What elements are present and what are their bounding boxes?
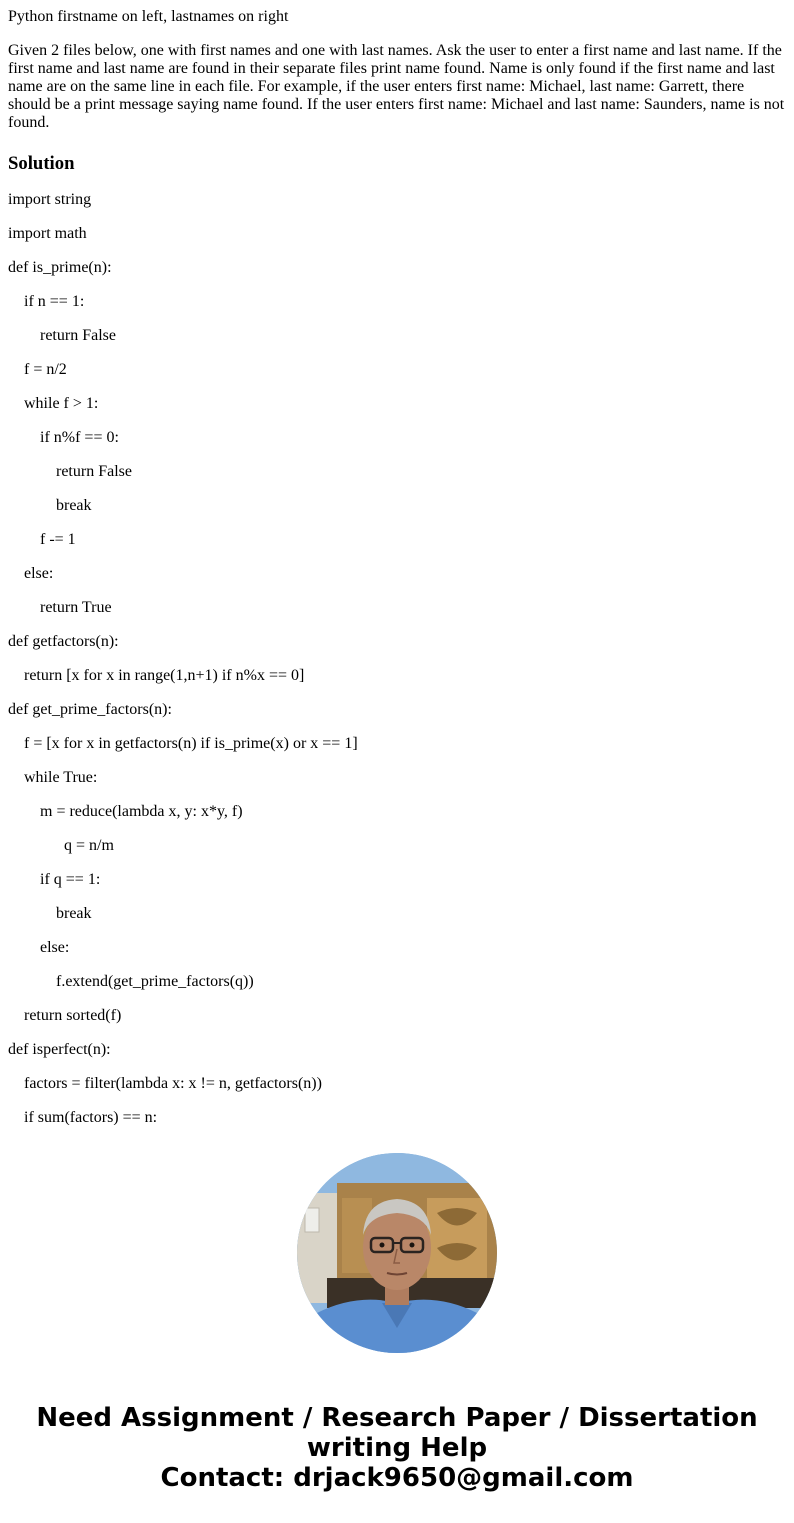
solution-code <box>8 191 786 1125</box>
code-line: break <box>8 905 92 922</box>
promo-line-1: Need Assignment / Research Paper / Dissertation <box>36 1403 758 1433</box>
promo-contact-email: Contact: drjack9650@gmail.com <box>160 1463 634 1493</box>
code-line: def getfactors(n): <box>8 633 119 650</box>
code-line: f = n/2 <box>8 361 67 378</box>
code-line: m = reduce(lambda x, y: x*y, f) <box>8 803 243 820</box>
article-content <box>8 8 786 1125</box>
code-line: return True <box>8 599 112 616</box>
question-title: Python firstname on left, lastnames on right <box>8 8 289 25</box>
code-line: if n == 1: <box>8 293 85 310</box>
code-line: q = n/m <box>8 837 114 854</box>
question-body: Given 2 files below, one with first names and one with last names. Ask the user to enter a first name and last name. If the first name and last name are found in their separate files print name found. Name is only found if the first name and last name are on the same line in each file. For example, if the user enters first name: Michael, last name: Garrett, there should be a print message saying name found. If the user enters first name: Michael and last name: Saunders, name is not found. <box>8 42 785 131</box>
code-line: import string <box>8 191 92 208</box>
code-line: break <box>8 497 92 514</box>
code-line: f.extend(get_prime_factors(q)) <box>8 973 254 990</box>
code-line: factors = filter(lambda x: x != n, getfactors(n)) <box>8 1075 322 1092</box>
code-line: if sum(factors) == n: <box>8 1109 158 1125</box>
code-line: while f > 1: <box>8 395 99 412</box>
code-line: f -= 1 <box>8 531 76 548</box>
code-line: f = [x for x in getfactors(n) if is_prime(x) or x == 1] <box>8 735 358 752</box>
author-avatar <box>297 1153 497 1353</box>
code-line: import math <box>8 225 87 242</box>
code-line: if q == 1: <box>8 871 101 888</box>
promo-banner <box>0 1403 794 1493</box>
code-line: def is_prime(n): <box>8 259 112 276</box>
code-line: return False <box>8 327 116 344</box>
solution-heading: Solution <box>8 153 75 174</box>
code-line: return [x for x in range(1,n+1) if n%x == 0] <box>8 667 305 684</box>
code-line: while True: <box>8 769 98 786</box>
promo-line-2: writing Help <box>306 1433 488 1463</box>
code-line: def get_prime_factors(n): <box>8 701 172 718</box>
author-photo <box>297 1153 497 1353</box>
code-line: if n%f == 0: <box>8 429 119 446</box>
code-line: else: <box>8 565 54 582</box>
code-line: return False <box>8 463 132 480</box>
code-line: def isperfect(n): <box>8 1041 111 1058</box>
code-line: else: <box>8 939 70 956</box>
code-line: return sorted(f) <box>8 1007 122 1024</box>
